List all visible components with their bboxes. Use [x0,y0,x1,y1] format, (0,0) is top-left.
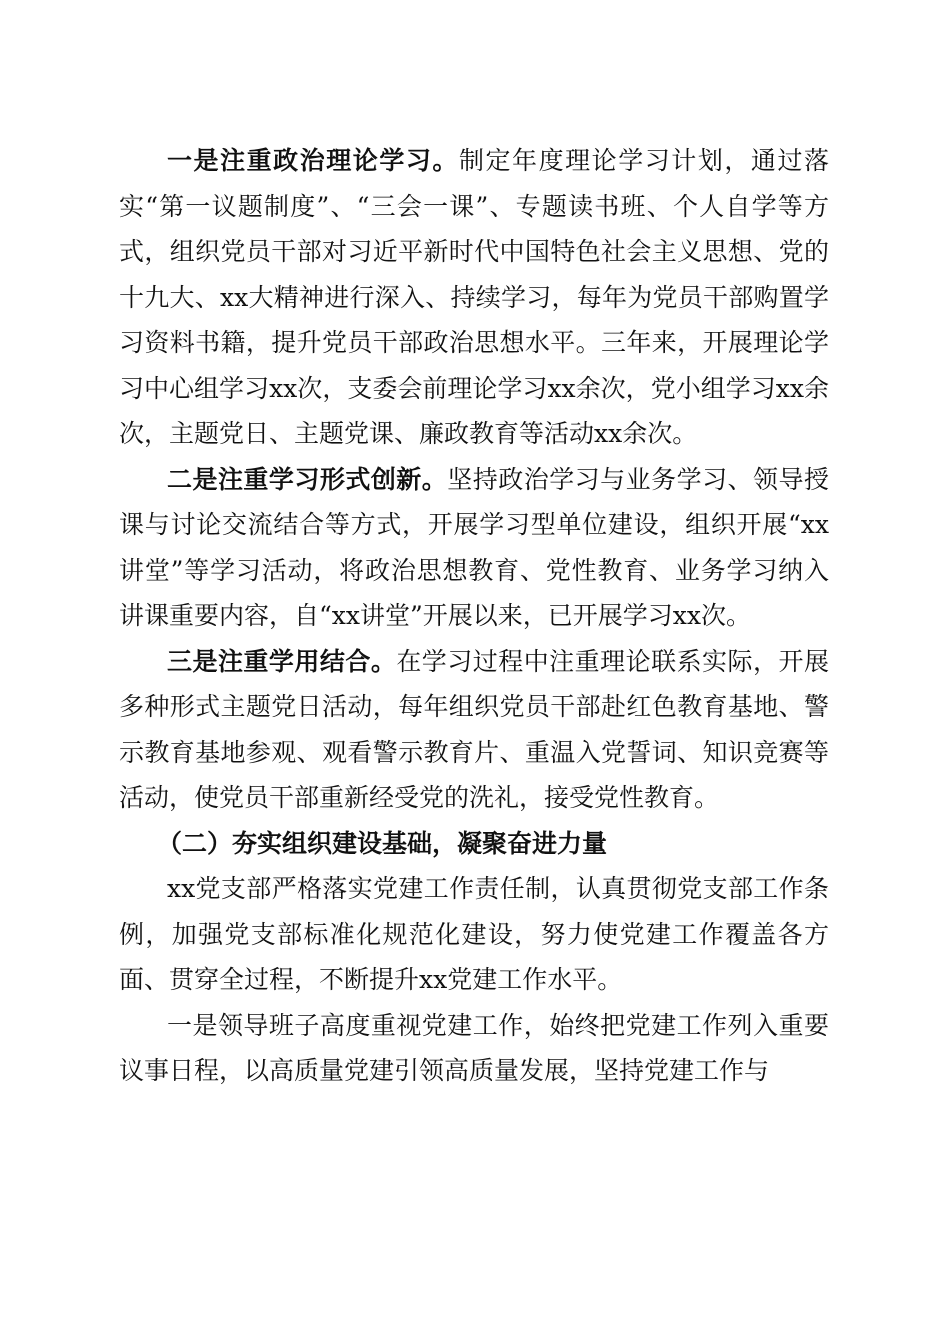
paragraph-body: 始终把党建工作列入重要议事日程，以高质量党建引领高质量发展，坚持党建工作与 [119,1010,829,1085]
paragraph-body: 在学习过程中注重理论联系实际，开展多种形式主题党日活动，每年组织党员干部赴红色教育基地、警示教育基地参观、观看警示教育片、重温入党誓词、知识竞赛等活动，使党员干部重新经受党的洗礼，接受党性教育。 [119,646,829,812]
paragraph-political-study [119,138,829,457]
paragraph-body: 制定年度理论学习计划，通过落实“第一议题制度”、“三会一课”、专题读书班、个人自学等方式，组织党员干部对习近平新时代中国特色社会主义思想、党的十九大、xx大精神进行深入、持续学习，每年为党员干部购置学习资料书籍，提升党员干部政治思想水平。三年来，开展理论学习中心组学习xx次，支委会前理论学习xx余次，党小组学习xx余次，主题党日、主题党课、廉政教育等活动xx余次。 [119,146,829,448]
paragraph-learning-application [119,639,829,821]
paragraph-lead: 二是注重学习形式创新。 [167,464,448,494]
paragraph-body: 坚持政治学习与业务学习、领导授课与讨论交流结合等方式，开展学习型单位建设，组织开展“xx讲堂”等学习活动，将政治思想教育、党性教育、业务学习纳入讲课重要内容，自“xx讲堂”开展以来，已开展学习xx次。 [119,464,829,630]
paragraph-lead: 一是注重政治理论学习。 [167,146,459,175]
paragraph-lead: 一是领导班子高度重视党建工作， [167,1010,550,1040]
section-intro: xx党支部严格落实党建工作责任制，认真贯彻党支部工作条例，加强党支部标准化规范化建设，努力使党建工作覆盖各方面、贯穿全过程，不断提升xx党建工作水平。 [119,874,829,994]
paragraph-lead: 三是注重学用结合。 [167,646,397,676]
document-page [119,138,829,1094]
paragraph-leadership [119,1003,829,1094]
paragraph-study-innovation [119,457,829,639]
section-heading: （二）夯实组织建设基础，凝聚奋进力量 [157,828,608,858]
